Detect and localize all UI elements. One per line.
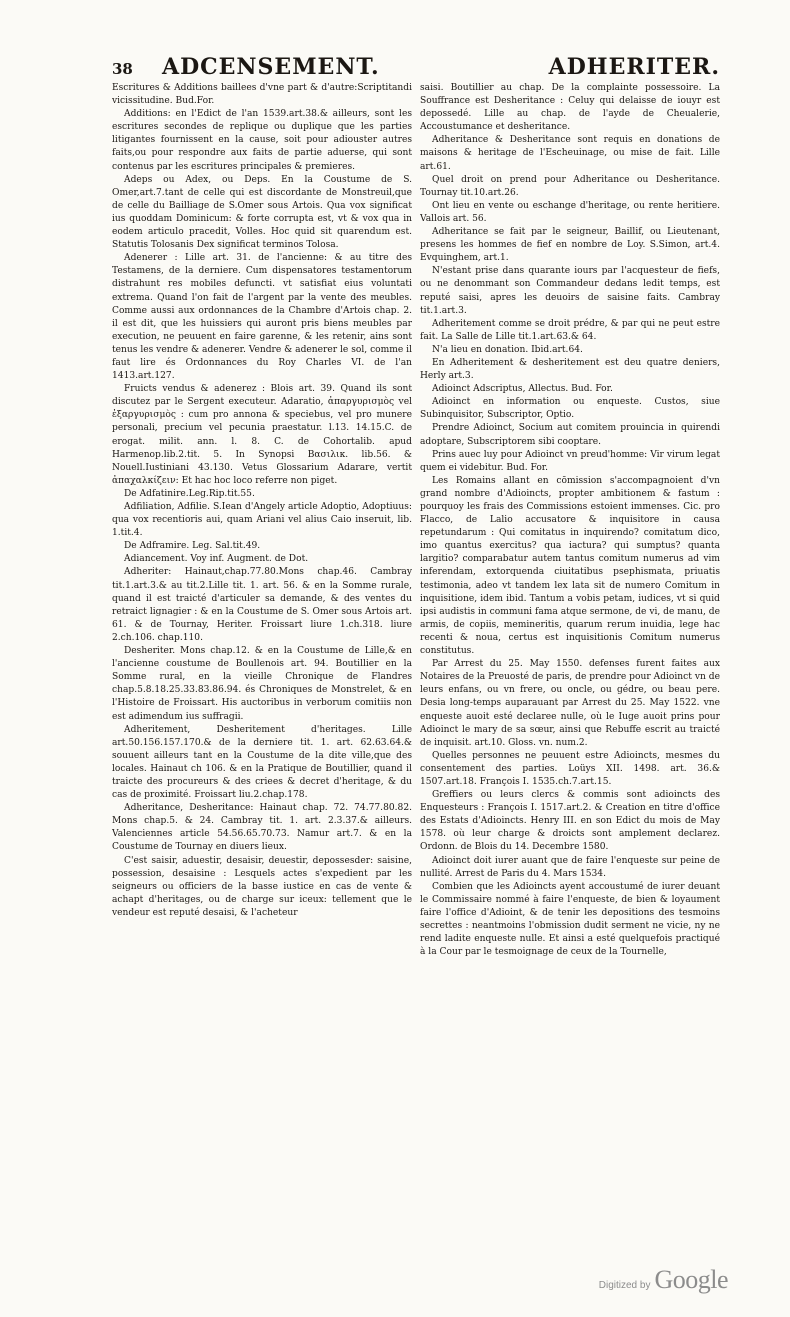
paragraph: En Adheritement & desheritement est deu quatre deniers, Herly art.3. xyxy=(420,357,720,382)
paragraph: Prins auec luy pour Adioinct vn preud'homme: Vir virum legat quem ei videbitur. Bud. For. xyxy=(420,449,720,473)
paragraph: Adheritance & Desheritance sont requis en donations de maisons & heritage de l'Escheuinage, ou mise de fait. Lille art.61. xyxy=(420,135,720,172)
google-logo: Google xyxy=(654,1265,728,1294)
digitized-by-watermark xyxy=(599,1265,728,1295)
digitized-by-label: Digitized by xyxy=(598,1280,651,1291)
paragraph: Adioinct en information ou enqueste. Custos, siue Subinquisitor, Subscriptor, Optio. xyxy=(420,397,720,421)
paragraph: Adheritement comme se droit prédre, & par qui ne peut estre fait. La Salle de Lille tit.1.art.63.& 64. xyxy=(420,318,720,342)
paragraph: Adheritement, Desheritement d'heritages. Lille art.50.156.157.170.& de la derniere tit. 1. art. 62.63.64.& souuent ailleurs tant en la Coustume de la dite ville,que des locales. Hainaut ch 106. & en la Pratique de Boutillier, quand il traicte des procureurs & des criees & decret d'heritage, & du cas de proximité. Froissart liu.2.chap.178. xyxy=(112,724,412,801)
paragraph: Adfiliation, Adfilie. S.Iean d'Angely article Adoptio, Adoptiuus: qua vox recentioris aui, quam Ariani vel alius Caio inseruit, lib. 1.tit.4. xyxy=(112,502,412,539)
paragraph: Fruicts vendus & adenerez : Blois art. 39. Quand ils sont discutez par le Sergent executeur. Adaratio, ἀπαργυρισμὸς vel ἐξαργυρισμὸς : cum pro annona & speciebus, vel pro munere personali, precium vel pecunia praestatur. l.13. 14.15.C. de erogat. milit. ann. l. 8. C. de Cohortalib. apud Harmenop.lib.2.tit. 5. In Synopsi Βασιλικ. lib.56. & Nouell.Iustiniani 43.130. Vetus Glossarium Adarare, vertit ἀπαχαλκίζειν: Et hac hoc loco referre non piget. xyxy=(112,384,412,486)
right-running-title: ADHERITER. xyxy=(548,54,720,80)
paragraph: Quel droit on prend pour Adheritance ou Desheritance. Tournay tit.10.art.26. xyxy=(420,174,720,198)
paragraph: Adiancement. Voy inf. Augment. de Dot. xyxy=(124,554,309,565)
page-number: 38 xyxy=(112,60,133,78)
paragraph: N'estant prise dans quarante iours par l'acquesteur de fiefs, ou ne denommant son Commandeur dedans ledit temps, est reputé saisi, apres les deuoirs de saisine faits. Cambray tit.1.art.3. xyxy=(420,266,720,316)
paragraph: saisi. Boutillier au chap. De la complainte possessoire. La Souffrance est Desheritance : Celuy qui delaisse de iouyr est depossedé. Lille au chap. de l'ayde de Cheualerie, Accoustumance et desheritance. xyxy=(420,83,720,133)
paragraph: Adenerer : Lille art. 31. de l'ancienne: & au titre des Testamens, de la derniere. Cum dispensatores testamentorum distrahunt res mobiles defuncti. vt satisfiat eius voluntati extrema. Quand l'on fait de l'argent par la vente des meubles. Comme aussi aux ordonnances de la Chambre d'Artois chap. 2. il est dit, que les huissiers qui auront pris biens meubles par execution, ne peuuent en faire garenne, & les retenir, ains sont tenus les vendre & adenerer. Vendre & adenerer le sol, comme il faut lire és Ordonnances du Roy Charles VI. de l'an 1413.art.127. xyxy=(112,253,412,382)
paragraph: Quelles personnes ne peuuent estre Adioincts, mesmes du consentement des parties. Loüys XII. 1498. art. 36.& 1507.art.18. François I. 1535.ch.7.art.15. xyxy=(420,750,720,787)
paragraph: Par Arrest du 25. May 1550. defenses furent faites aux Notaires de la Preuosté de paris, de prendre pour Adioinct vn de leurs enfans, ou vn frere, ou oncle, ou gédre, ou beau pere. Desia long-temps auparauant par Arrest du 25. May 1522. vne enqueste auoit esté declaree nulle, où le Iuge auoit prins pour Adioinct le mary de sa sœur, ainsi que Rebuffe escrit au traicté de inquisit. art.10. Gloss. vn. num.2. xyxy=(420,659,720,748)
paragraph: Greffiers ou leurs clercs & commis sont adioincts des Enquesteurs : François I. 1517.art.2. & Creation en titre d'office des Estats d'Adioincts. Henry III. en son Edict du mois de May 1578. où leur charge & droicts sont amplement declarez. Ordonn. de Blois du 14. Decembre 1580. xyxy=(420,790,720,853)
paragraph: Adheritance se fait par le seigneur, Baillif, ou Lieutenant, presens les hommes de fief en nombre de Loy. S.Simon, art.4. Evquinghem, art.1. xyxy=(420,227,720,264)
left-running-title: ADCENSEMENT. xyxy=(162,54,380,80)
paragraph: Adeps ou Adex, ou Deps. En la Coustume de S. Omer,art.7.tant de celle qui est discordante de Monstreuil,que de celle du Bailliage de S.Omer sous Artois. Qua vox significat ius quoddam Dominicum: & forte corrupta est, vt & vox qua in eodem articulo pracedit, Volles. Hoc quid sit quarendum est. Statutis Tolosanis Dex significat terminos Tolosa. xyxy=(112,174,412,251)
paragraph: Adioinct doit iurer auant que de faire l'enqueste sur peine de nullité. Arrest de Paris du 4. Mars 1534. xyxy=(420,855,720,879)
paragraph: Additions: en l'Edict de l'an 1539.art.38.& ailleurs, sont les escritures secondes de replique ou duplique que les parties litigantes fournissent en la cause, soit pour adiouster autres faits,ou pour respondre aux faits de partie aduerse, qui sont contenus par les escritures principales & premieres. xyxy=(112,109,412,172)
running-header xyxy=(112,54,720,82)
paragraph: N'a lieu en donation. Ibid.art.64. xyxy=(432,344,583,355)
paragraph: C'est saisir, aduestir, desaisir, deuestir, depossesder: saisine, possession, desaisine : Lesquels actes s'expedient par les seigneurs ou officiers de la basse iustice en cas de vente & achapt d'heritages, ou de charge sur iceux: tellement que le vendeur est reputé desaisi, & l'acheteur xyxy=(112,855,412,918)
right-column xyxy=(420,82,720,1252)
paragraph: Escritures & Additions baillees d'vne part & d'autre:Scriptitandi vicissitudine. Bud.For. xyxy=(112,83,412,107)
paragraph: De Adframire. Leg. Sal.tit.49. xyxy=(124,541,261,552)
paragraph: Desheriter. Mons chap.12. & en la Coustume de Lille,& en l'ancienne coustume de Boullenois art. 94. Boutillier en la Somme rural, en la vieille Chronique de Flandres chap.5.8.18.25.33.83.86.94. és Chroniques de Monstrelet, & en l'Histoire de Froissart. His auctoribus in verborum comitiis non est adimendum ius suffragii. xyxy=(112,646,412,722)
paragraph: Ont lieu en vente ou eschange d'heritage, ou rente heritiere. Vallois art. 56. xyxy=(420,200,720,224)
paragraph: Adioinct Adscriptus, Allectus. Bud. For. xyxy=(432,384,613,395)
paragraph: Les Romains allant en cōmission s'accompagnoient d'vn grand nombre d'Adioincts, propter ambitionem & fastum : pourquoy les frais des Commissions estoient immenses. Cic. pro Flacco, de Lalio accusatore & inquisitore in causa repetundarum : Qui comitatus in inquirendo? comitatum dico, imo quantus exercitus? qua iactura? qui sumptus? quanta largitio? comparabatur autem tantus comitum numerus ad vim inferendam, extorquenda ciuitatibus psephismata, priuatis testimonia, adeo vt tandem lex lata sit de numero Comitum in inquisitione, idem ibid. Tantum a vobis petam, iudices, vt si quid ipsi audistis in communi fama atque sermone, de vi, de manu, de armis, de copiis, memineritis, quarum rerum inuidia, lege hac recenti & noua, certus est inquisitionis Comitum numerus constitutus. xyxy=(420,475,720,657)
paragraph: Prendre Adioinct, Socium aut comitem prouincia in quirendi adoptare, Subscriptorem sibi cooptare. xyxy=(420,423,720,447)
paragraph: Adheriter: Hainaut,chap.77.80.Mons chap.46. Cambray tit.1.art.3.& au tit.2.Lille tit. 1. art. 56. & en la Somme rurale, quand il est traicté d'articuler sa demande, & des ventes du retraict lignagier : & en la Coustume de S. Omer sous Artois art. 61. & de Tournay, Heriter. Froissart liure 1.ch.318. liure 2.ch.106. chap.110. xyxy=(112,567,412,643)
paragraph: Combien que les Adioincts ayent accoustumé de iurer deuant le Commissaire nommé à faire l'enqueste, de bien & loyaument faire l'office d'Adioint, & de tenir les depositions des tesmoins secrettes : neantmoins l'obmission dudit serment ne vicie, ny ne rend ladite enqueste nulle. Et ainsi a esté quelquefois practiqué à la Cour par le tesmoignage de ceux de la Tournelle, xyxy=(420,881,720,958)
paragraph: Adheritance, Desheritance: Hainaut chap. 72. 74.77.80.82. Mons chap.5. & 24. Cambray tit. 1. art. 2.3.37.& ailleurs. Valenciennes article 54.56.65.70.73. Namur art.7. & en la Coustume de Tournay en diuers lieux. xyxy=(112,803,412,853)
left-column xyxy=(112,82,412,1252)
paragraph: De Adfatinire.Leg.Rip.tit.55. xyxy=(124,488,255,499)
